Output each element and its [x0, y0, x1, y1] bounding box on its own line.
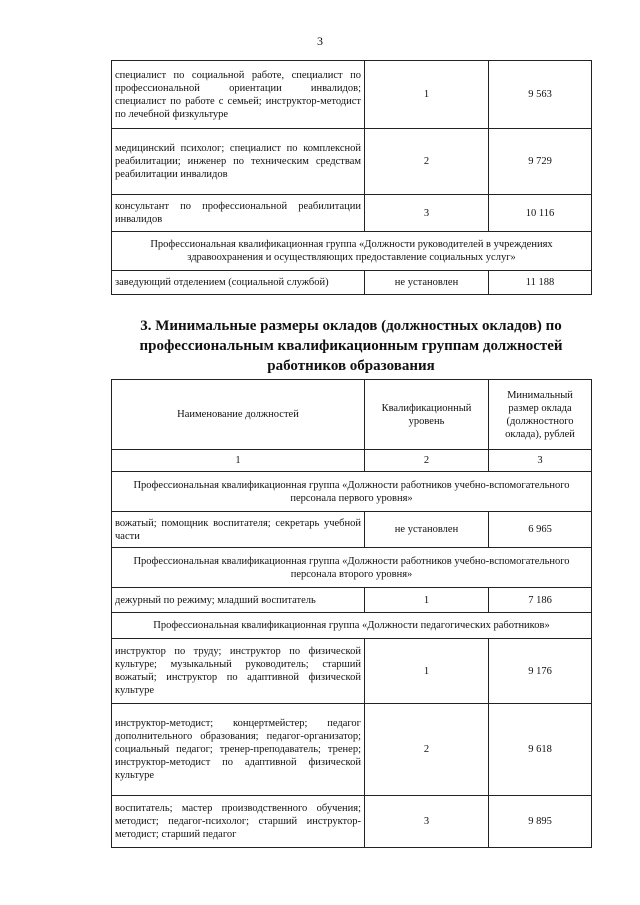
staff-salary-table-education	[111, 379, 592, 848]
page-number: 3	[317, 34, 323, 48]
salary-value: 9 618	[489, 704, 592, 796]
position-name: воспитатель; мастер производственного обучения; методист; педагог-психолог; старший инструктор-методист; старший педагог	[112, 796, 365, 848]
position-name: вожатый; помощник воспитателя; секретарь учебной части	[112, 512, 365, 548]
qualification-level: 1	[365, 588, 489, 613]
qualification-level: 2	[365, 129, 489, 195]
section-title: 3. Минимальные размеры окладов (должностных окладов) по профессиональным квалификационным группам должностей работников образования	[139, 318, 563, 374]
qualification-level: 3	[365, 195, 489, 232]
position-name: заведующий отделением (социальной службой)	[112, 271, 365, 295]
table-row	[112, 704, 592, 796]
position-name: дежурный по режиму; младший воспитатель	[112, 588, 365, 613]
qualification-group-title: Профессиональная квалификационная группа «Должности педагогических работников»	[112, 613, 592, 639]
salary-value: 11 188	[489, 271, 592, 295]
group-header-row	[112, 232, 592, 271]
qualification-group-title: Профессиональная квалификационная группа «Должности руководителей в учреждениях здравоохранения и осуществляющих предоставление социальных услуг»	[112, 232, 592, 271]
qualification-level: 1	[365, 639, 489, 704]
salary-value: 6 965	[489, 512, 592, 548]
qualification-level: не установлен	[365, 271, 489, 295]
table-row	[112, 271, 592, 295]
column-number-row	[112, 450, 592, 472]
salary-value: 10 116	[489, 195, 592, 232]
salary-value: 9 563	[489, 61, 592, 129]
table-row	[112, 588, 592, 613]
table-row	[112, 195, 592, 232]
salary-value: 9 176	[489, 639, 592, 704]
qualification-level: не установлен	[365, 512, 489, 548]
column-header-salary: Минимальный размер оклада (должностного оклада), рублей	[489, 380, 592, 450]
qualification-level: 3	[365, 796, 489, 848]
position-name: консультант по профессиональной реабилитации инвалидов	[112, 195, 365, 232]
position-name: инструктор по труду; инструктор по физической культуре; музыкальный руководитель; старший вожатый; инструктор по адаптивной физической культуре	[112, 639, 365, 704]
column-number: 3	[489, 450, 592, 472]
position-name: медицинский психолог; специалист по комплексной реабилитации; инженер по техническим средствам реабилитации инвалидов	[112, 129, 365, 195]
group-header-row	[112, 472, 592, 512]
table-row	[112, 796, 592, 848]
qualification-level: 2	[365, 704, 489, 796]
qualification-group-title: Профессиональная квалификационная группа «Должности работников учебно-вспомогательного персонала второго уровня»	[112, 548, 592, 588]
qualification-group-title: Профессиональная квалификационная группа «Должности работников учебно-вспомогательного персонала первого уровня»	[112, 472, 592, 512]
salary-value: 7 186	[489, 588, 592, 613]
column-header-position: Наименование должностей	[112, 380, 365, 450]
salary-value: 9 895	[489, 796, 592, 848]
table-row	[112, 512, 592, 548]
position-name: инструктор-методист; концертмейстер; педагог дополнительного образования; педагог-организатор; социальный педагог; тренер-преподаватель; тренер; инструктор-методист по адаптивной физической культуре	[112, 704, 365, 796]
table-row	[112, 61, 592, 129]
salary-value: 9 729	[489, 129, 592, 195]
staff-salary-table-social	[111, 60, 592, 295]
column-number: 1	[112, 450, 365, 472]
group-header-row	[112, 548, 592, 588]
table-row	[112, 639, 592, 704]
group-header-row	[112, 613, 592, 639]
qualification-level: 1	[365, 61, 489, 129]
table-row	[112, 129, 592, 195]
column-number: 2	[365, 450, 489, 472]
column-header-level: Квалификационный уровень	[365, 380, 489, 450]
position-name: специалист по социальной работе, специалист по профессиональной ориентации инвалидов; специалист по работе с семьей; инструктор-методист по лечебной физкультуре	[112, 61, 365, 129]
table-header-row	[112, 380, 592, 450]
